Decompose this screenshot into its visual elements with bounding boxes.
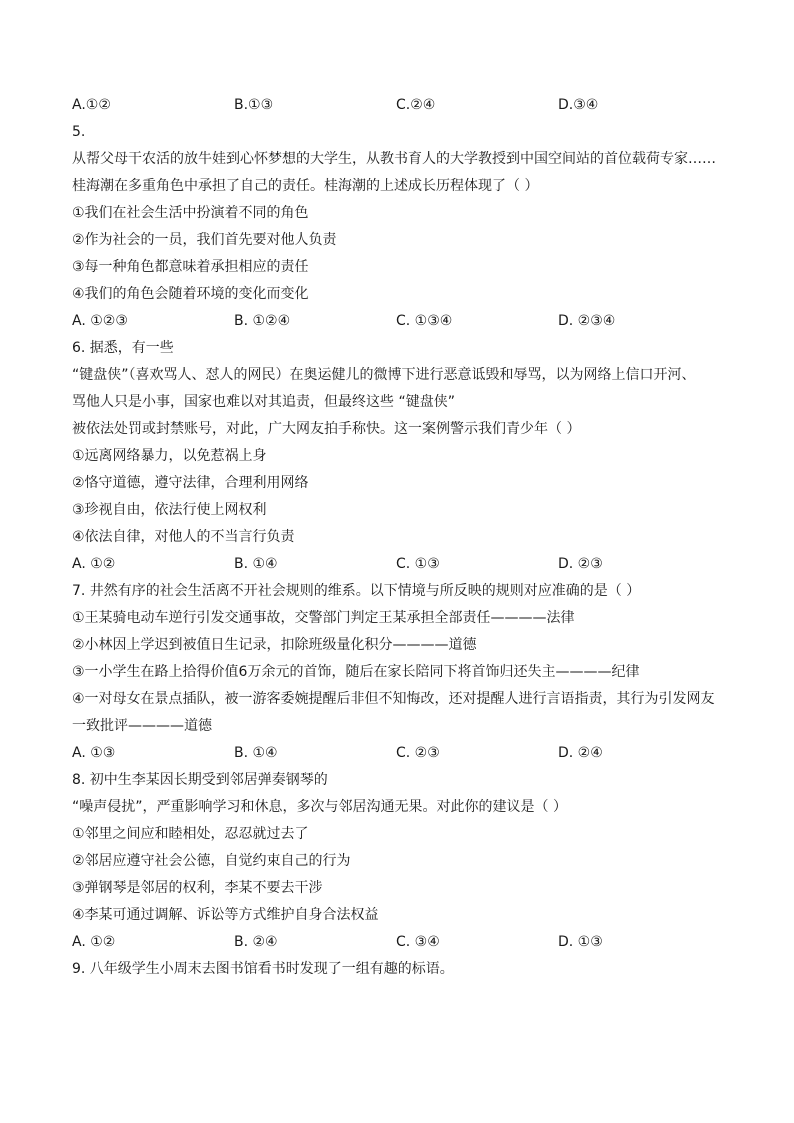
q8-option-b[interactable]: B. ②④ bbox=[234, 934, 278, 950]
q6-option-a[interactable]: A. ①② bbox=[72, 556, 116, 572]
q8-statement-1: ①邻里之间应和睦相处，忍忍就过去了 bbox=[72, 826, 309, 842]
q8-statement-4: ④李某可通过调解、诉讼等方式维护自身合法权益 bbox=[72, 907, 379, 923]
q4-option-a[interactable]: A.①② bbox=[72, 97, 111, 113]
q8-stem-line-1: 8. 初中生李某因长期受到邻居弹奏钢琴的 bbox=[72, 772, 328, 788]
q5-statement-4: ④我们的角色会随着环境的变化而变化 bbox=[72, 286, 309, 302]
q7-statement-3: ③一小学生在路上拾得价值6万余元的首饰，随后在家长陪同下将首饰归还失主————纪律 bbox=[72, 664, 640, 680]
q5-option-d[interactable]: D. ②③④ bbox=[558, 313, 616, 329]
q7-stem-line-1: 7. 井然有序的社会生活离不开社会规则的维系。以下情境与所反映的规则对应准确的是（ ） bbox=[72, 583, 641, 599]
q4-option-b[interactable]: B.①③ bbox=[234, 97, 274, 113]
q6-statement-1: ①远离网络暴力，以免惹祸上身 bbox=[72, 448, 267, 464]
q8-statement-3: ③弹钢琴是邻居的权利，李某不要去干涉 bbox=[72, 880, 323, 896]
q8-option-a[interactable]: A. ①② bbox=[72, 934, 116, 950]
q7-statement-1: ①王某骑电动车逆行引发交通事故，交警部门判定王某承担全部责任————法律 bbox=[72, 610, 575, 626]
q8-statement-2: ②邻居应遵守社会公德，自觉约束自己的行为 bbox=[72, 853, 351, 869]
q5-number: 5. bbox=[72, 124, 86, 140]
q6-option-b[interactable]: B. ①④ bbox=[234, 556, 278, 572]
q8-option-d[interactable]: D. ①③ bbox=[558, 934, 603, 950]
q7-option-b[interactable]: B. ①④ bbox=[234, 745, 278, 761]
q5-option-c[interactable]: C. ①③④ bbox=[396, 313, 453, 329]
q6-stem-line-2: “键盘侠”（喜欢骂人、怼人的网民）在奥运健儿的微博下进行恶意诋毁和辱骂，以为网络上信口开河、 bbox=[72, 367, 696, 383]
q6-statement-2: ②恪守道德，遵守法律，合理利用网络 bbox=[72, 475, 309, 491]
q5-stem-line-2: 桂海潮在多重角色中承担了自己的责任。桂海潮的上述成长历程体现了（ ） bbox=[72, 178, 539, 194]
q5-statement-1: ①我们在社会生活中扮演着不同的角色 bbox=[72, 205, 309, 221]
q4-option-c[interactable]: C.②④ bbox=[396, 97, 436, 113]
q5-stem-line-1: 从帮父母干农活的放牛娃到心怀梦想的大学生，从教书育人的大学教授到中国空间站的首位载荷专家…… bbox=[72, 151, 716, 167]
q6-stem-line-4: 被依法处罚或封禁账号，对此，广大网友拍手称快。这一案例警示我们青少年（ ） bbox=[72, 421, 581, 437]
q9-stem-line-1: 9. 八年级学生小周末去图书馆看书时发现了一组有趣的标语。 bbox=[72, 961, 454, 977]
q6-stem-line-1: 6. 据悉，有一些 bbox=[72, 340, 174, 356]
q8-option-c[interactable]: C. ③④ bbox=[396, 934, 440, 950]
q7-option-d[interactable]: D. ②④ bbox=[558, 745, 603, 761]
q6-option-d[interactable]: D. ②③ bbox=[558, 556, 603, 572]
q5-statement-2: ②作为社会的一员，我们首先要对他人负责 bbox=[72, 232, 337, 248]
q7-statement-2: ②小林因上学迟到被值日生记录，扣除班级量化积分————道德 bbox=[72, 637, 477, 653]
q4-option-d[interactable]: D.③④ bbox=[558, 97, 599, 113]
q6-statement-3: ③珍视自由，依法行使上网权利 bbox=[72, 502, 267, 518]
q7-option-c[interactable]: C. ②③ bbox=[396, 745, 440, 761]
q5-statement-3: ③每一种角色都意味着承担相应的责任 bbox=[72, 259, 309, 275]
q7-option-a[interactable]: A. ①③ bbox=[72, 745, 116, 761]
q7-statement-4-continued: 一致批评————道德 bbox=[72, 718, 212, 734]
q6-stem-line-3: 骂他人只是小事，国家也难以对其追责，但最终这些 “键盘侠” bbox=[72, 394, 455, 410]
q8-stem-line-2: “噪声侵扰”，严重影响学习和休息，多次与邻居沟通无果。对此你的建议是（ ） bbox=[72, 799, 567, 815]
q6-statement-4: ④依法自律，对他人的不当言行负责 bbox=[72, 529, 295, 545]
q7-statement-4: ④一对母女在景点插队，被一游客委婉提醒后非但不知悔改，还对提醒人进行言语指责，其行为引发网友 bbox=[72, 691, 715, 707]
q5-option-a[interactable]: A. ①②③ bbox=[72, 313, 128, 329]
q6-option-c[interactable]: C. ①③ bbox=[396, 556, 440, 572]
q5-option-b[interactable]: B. ①②④ bbox=[234, 313, 291, 329]
